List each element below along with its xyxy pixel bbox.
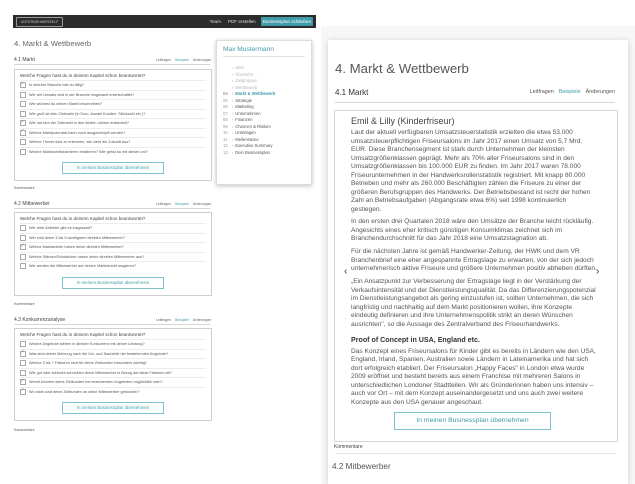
- section-title-mitbewerber: 4.2 Mitbewerber: [14, 201, 50, 207]
- chapter-label: Executive Summary: [235, 143, 273, 148]
- chevron-right-icon: ›: [232, 79, 234, 83]
- chapter-number: 12: [223, 143, 228, 148]
- divider: [14, 208, 210, 209]
- divider: [335, 453, 616, 454]
- chevron-right-icon: ›: [232, 118, 234, 122]
- chevron-right-icon: ›: [232, 72, 234, 77]
- chapter-item[interactable]: [223, 150, 275, 157]
- page-title: 4. Markt & Wettbewerb: [14, 39, 92, 48]
- chevron-right-icon: ›: [232, 66, 234, 70]
- chapter-list: [223, 65, 275, 156]
- tab-aenderungen[interactable]: Änderungen: [192, 318, 212, 322]
- checklist-label: Womit könnten deine Zielkunden bei bestehenden Angeboten unglücklich sein?: [29, 380, 163, 385]
- chapter-label: Meilensteine: [235, 136, 259, 142]
- checklist-label: Welche Angebote stehen in direkter Konkurrenz mit deiner Leistung?: [29, 342, 145, 347]
- checklist-label: Welche Stärken/Schwächen haben deine direkten Mitbewerber aus?: [29, 254, 145, 259]
- chapter-label: Finanzen: [235, 117, 253, 122]
- checklist-item[interactable]: [20, 242, 206, 252]
- divider: [335, 102, 615, 103]
- checklist-label: Welche Marktzutrittsbarrieren existieren? Wie gehst du mit diesen um?: [29, 149, 148, 154]
- checklist-item[interactable]: [20, 90, 206, 100]
- chapter-number: 08: [223, 117, 228, 122]
- checkbox[interactable]: [20, 254, 26, 260]
- checkbox[interactable]: [20, 389, 26, 395]
- checkbox[interactable]: [20, 130, 26, 136]
- divider: [223, 56, 305, 57]
- uebernehmen-button[interactable]: In meinen Businessplan übernehmen: [62, 162, 164, 174]
- checklist-label: Wie werden die Mitbewerber auf deinen Markteintritt reagieren?: [29, 264, 136, 269]
- checkbox[interactable]: [20, 341, 26, 347]
- tab-beispiele[interactable]: Beispiele: [558, 89, 581, 95]
- uebernehmen-button[interactable]: In meinen Businessplan übernehmen: [62, 402, 164, 414]
- checklist-item[interactable]: [20, 118, 206, 128]
- section-tabs: [156, 202, 211, 206]
- tab-leitfragen[interactable]: Leitfragen: [156, 58, 172, 62]
- popup-user-name: Max Mustermann: [223, 46, 274, 53]
- checklist-item[interactable]: [20, 358, 206, 368]
- example-paragraph: In den ersten drei Quartalen 2018 wäre den Umsätze der Branche leicht rückläufig. Angesichts eines eher kritisch günstigen Konsumklimas zeichnet sich im Branchendurchschnitt für das Jahr 2018 eine Umsatzstagnation ab.: [351, 218, 594, 243]
- comments-link[interactable]: Kommentare: [14, 428, 35, 432]
- checklist-label: Wie hat sich der Zielmarkt in den letzten Jahren entwickelt?: [29, 121, 130, 126]
- chapter-number: 13: [223, 149, 228, 155]
- chevron-right-icon: ›: [232, 98, 234, 103]
- chevron-right-icon: ›: [232, 124, 234, 129]
- question-card: [14, 212, 212, 296]
- chevron-right-icon: ›: [232, 92, 234, 96]
- checklist-item[interactable]: [20, 109, 206, 119]
- divider: [14, 324, 210, 325]
- checkbox[interactable]: [20, 120, 26, 126]
- checklist-item[interactable]: [20, 147, 206, 157]
- checklist-label: Wer sind deine 3 bis 5 wichtigsten direkten Mitbewerber?: [29, 235, 125, 240]
- checkbox[interactable]: [20, 360, 26, 366]
- tab-beispiele[interactable]: Beispiele: [175, 202, 189, 206]
- uebernehmen-button[interactable]: In meinen Businessplan übernehmen: [62, 277, 164, 289]
- section-tabs: [156, 58, 211, 62]
- checklist-label: Welche Marktanteile haben deine direkten Mitbewerber?: [29, 245, 124, 250]
- checkbox[interactable]: [20, 235, 26, 241]
- checkbox[interactable]: [20, 244, 26, 250]
- top-navigation-bar: [13, 15, 316, 28]
- chevron-right-icon: ›: [232, 150, 234, 155]
- example-content: [351, 116, 600, 412]
- checklist-label: Wie groß ist dein Zielmarkt (in Euro, Anzahl Kunden, Stückzahl etc.)?: [29, 111, 146, 116]
- example-title: Emil & Lilly (Kinderfriseur): [351, 116, 455, 126]
- checklist-item[interactable]: [20, 233, 206, 243]
- tab-beispiele[interactable]: Beispiele: [175, 58, 189, 62]
- checklist-item[interactable]: [20, 223, 206, 233]
- zoom-section-header: [335, 88, 615, 98]
- checkbox[interactable]: [20, 139, 26, 145]
- comments-link[interactable]: Kommentare: [14, 302, 35, 306]
- divider: [14, 64, 210, 65]
- chapter-label: Markt & Wettbewerb: [235, 91, 276, 96]
- chevron-left-icon[interactable]: ‹: [344, 266, 348, 277]
- chapter-label: Strategie: [235, 97, 252, 103]
- checklist-label: Welche 3 bis 7 Faktoren sind für deine Zielkunden besonders wichtig?: [29, 361, 147, 366]
- checklist-label: Was sind deiner Meinung nach die Vor- und Nachteile der bestehenden Angebote?: [29, 351, 169, 356]
- checkbox[interactable]: [20, 225, 26, 231]
- next-section-title: 4.2 Mitbewerber: [332, 462, 391, 471]
- checklist-label: Wie würdest du deinen Markt beschreiben?: [29, 102, 103, 107]
- checklist-item[interactable]: [20, 368, 206, 378]
- example-paragraph: Für die nächsten Jahre ist gemäß Handwerker-Zeitung, der HWK und dem VR Branchenbrief eine eher angespannte Ertragslage zu erwarten, von der sich jedoch unternehmerisch aktive Friseure und größere Unternehmen positiv abheben dürften.: [351, 248, 597, 273]
- example-paragraph: „Ein Ansatzpunkt zur Verbesserung der Ertragslage liegt in der Verstärkung der Verkaufsintensität und der Dienstleistungsqualität. Da das Differenzierungspotenzial im Dienstleistungsangebot als gering einzustufen ist, sollten Unternehmen, die sich langfristig und nachhaltig auf dem Markt positionieren wollen, ihre Konzepte eindeutig definieren und ihre Unternehmenspolitik strikt an deren Wünschen ausrichten", so die Aussage des Zentralverband des Friseurhandwerks.: [351, 278, 596, 328]
- top-nav-links: [208, 17, 313, 26]
- pdf-erstellen-link[interactable]: PDF erstellen: [227, 19, 256, 24]
- checklist-item[interactable]: [20, 261, 206, 271]
- checklist-item[interactable]: [20, 377, 206, 387]
- tab-aenderungen[interactable]: Änderungen: [192, 202, 212, 206]
- checkbox[interactable]: [20, 92, 26, 98]
- tab-leitfragen[interactable]: Leitfragen: [529, 89, 554, 95]
- chapter-number: 04: [223, 91, 228, 96]
- chapter-label: Zielgruppen: [235, 78, 258, 83]
- checklist-label: Welche Marktpotenzial kann noch ausgeschöpft werden?: [29, 130, 126, 135]
- checkbox[interactable]: [20, 263, 26, 269]
- tab-leitfragen[interactable]: Leitfragen: [156, 202, 172, 206]
- checkbox[interactable]: [20, 101, 26, 107]
- checklist-label: Wie viele Anbieter gibt es insgesamt?: [29, 226, 93, 231]
- checklist-item[interactable]: [20, 387, 206, 397]
- checklist-label: In welcher Branche bist du tätig?: [29, 83, 85, 88]
- chevron-right-icon: ›: [232, 144, 234, 148]
- chapter-label: Dein Businessplan: [235, 149, 270, 155]
- example-paragraph: Das Konzept eines Friseursalons für Kinder gibt es bereits in Ländern wie den USA, England, Irland, Spanien, Australien sowie Ländern in Lateinamerika und hat sich dort erfolgreich etabliert. Der Friseursalon „Happy Faces" in London etwa wurde 2009 eröffnet und besteht bereits aus einem Franchise mit mehreren Salons in unterschiedlichen Londoner Stadtteilen. Wir als Gründerinnen haben uns intensiv – auch vor Ort – mit dem Konzept auseinandergesetzt und uns auch zwei weitere Konzepte aus den USA genauer angeschaut.: [351, 347, 596, 406]
- chapter-label: Start: [235, 65, 245, 70]
- checkbox[interactable]: [20, 370, 26, 376]
- question-card: [14, 328, 212, 421]
- tab-leitfragen[interactable]: Leitfragen: [156, 318, 172, 322]
- card-question: Welche Fragen hast du in deinem Kapitel schon beantwortet?: [20, 73, 146, 78]
- chapter-label: Übersicht: [235, 71, 253, 77]
- checklist-label: Wie gut oder schlecht schneiden deine Mitbewerber in Bezug auf diese Faktoren ab?: [29, 370, 172, 375]
- checklist-item[interactable]: [20, 80, 206, 90]
- uebernehmen-button[interactable]: In meinen Businessplan übernehmen: [394, 412, 551, 430]
- card-question: Welche Fragen hast du in deinem Kapitel schon beantwortet?: [20, 216, 146, 221]
- tab-aenderungen[interactable]: Änderungen: [585, 89, 615, 95]
- zoom-page-title: 4. Markt & Wettbewerb: [335, 61, 469, 76]
- section-tabs: [156, 318, 211, 322]
- chapter-number: 06: [223, 104, 228, 109]
- comments-link[interactable]: Kommentare: [334, 444, 363, 450]
- team-link[interactable]: Team: [209, 19, 221, 24]
- checkbox[interactable]: [20, 82, 26, 88]
- chapter-number: 10: [223, 130, 228, 135]
- checklist-label: Wie viel Umsatz wird in der Branche insgesamt erwirtschaftet?: [29, 92, 135, 97]
- question-card: [14, 69, 212, 181]
- checkbox[interactable]: [20, 351, 26, 357]
- chevron-right-icon: ›: [232, 137, 234, 142]
- businessplan-schliessen-button[interactable]: Businessplan schließen: [262, 19, 311, 24]
- checklist-label: Welche Trends sind zu erkennen, wie sieht die Zukunft aus?: [29, 140, 131, 145]
- comments-link[interactable]: Kommentare: [14, 186, 35, 190]
- app-logo[interactable]: UNTERNEHMERSELF: [16, 17, 63, 27]
- checklist-item[interactable]: [20, 137, 206, 147]
- checkbox[interactable]: [20, 111, 26, 117]
- zoom-section-title: 4.1 Markt: [335, 88, 369, 97]
- chapter-number: 09: [223, 123, 228, 129]
- chapter-number: 11: [223, 136, 228, 142]
- checklist-item[interactable]: [20, 252, 206, 262]
- section-title-konkurrenzanalyse: 4.3 Konkurrenzanalyse: [14, 317, 66, 323]
- chevron-right-icon: ›: [232, 105, 234, 109]
- chapter-label: Marketing: [235, 104, 254, 109]
- section-title-markt: 4.1 Markt: [14, 57, 35, 63]
- chevron-right-icon: ›: [232, 85, 234, 90]
- checklist-item[interactable]: [20, 349, 206, 359]
- checklist-label: Wo stark sind deine Zielkunden an deine Mitbewerber gebunden?: [29, 389, 140, 394]
- checklist-item[interactable]: [20, 339, 206, 349]
- chapter-label: Unternehmen: [235, 110, 261, 116]
- checklist-item[interactable]: [20, 99, 206, 109]
- example-subheading: Proof of Concept in USA, England etc.: [351, 336, 480, 345]
- checkbox[interactable]: [20, 149, 26, 155]
- chevron-right-icon: ›: [232, 131, 234, 135]
- chapter-label: Wettbewerb: [235, 84, 258, 90]
- chevron-right-icon[interactable]: ›: [596, 266, 600, 277]
- chapter-label: Chancen & Risiken: [235, 123, 271, 129]
- tab-beispiele[interactable]: Beispiele: [175, 318, 189, 322]
- checkbox[interactable]: [20, 379, 26, 385]
- zoom-tabs: [530, 89, 615, 95]
- card-question: Welche Fragen hast du in deinem Kapitel schon beantwortet?: [20, 332, 146, 337]
- chapter-number: 05: [223, 97, 228, 103]
- chevron-right-icon: ›: [232, 111, 234, 116]
- tab-aenderungen[interactable]: Änderungen: [192, 58, 212, 62]
- checklist-item[interactable]: [20, 128, 206, 138]
- zoomed-panel: [328, 40, 628, 484]
- example-paragraph: Laut der aktuell verfügbaren Umsatzsteuerstatistik erzielten die etwa 53.000 umsatzsteuerpflichtigen Friseursalons im Jahr 2017 einen Umsatz von 5,7 Mrd. EUR. Diese Branchensegment ist stark durch Unternehmen der kleinsten Umsatzgrößenklassen geprägt. Mehr als 70% aller Friseursalons sind in den Umsatzgrößenklassen bis 100.000 EUR zu finden. Im Jahr 2017 waren 78.000 Friseurunternehmen in der Handwerksrollenstatistik registriert. Mit knapp 80.000 Betrieben und mehr als 260.000 Beschäftigten zählen die Friseure zu einer der größeren Berufsgruppen des Handwerks. Der Betriebsbestand ist recht der hohen Zahl an Betriebsaufgaben (Abgangsrate etwa 6%) seit 1998 kontinuierlich gestiegen.: [351, 129, 591, 213]
- chapter-label: Unterlagen: [235, 130, 256, 135]
- chapter-number: 07: [223, 110, 228, 116]
- chapter-navigation-popup: [216, 40, 312, 185]
